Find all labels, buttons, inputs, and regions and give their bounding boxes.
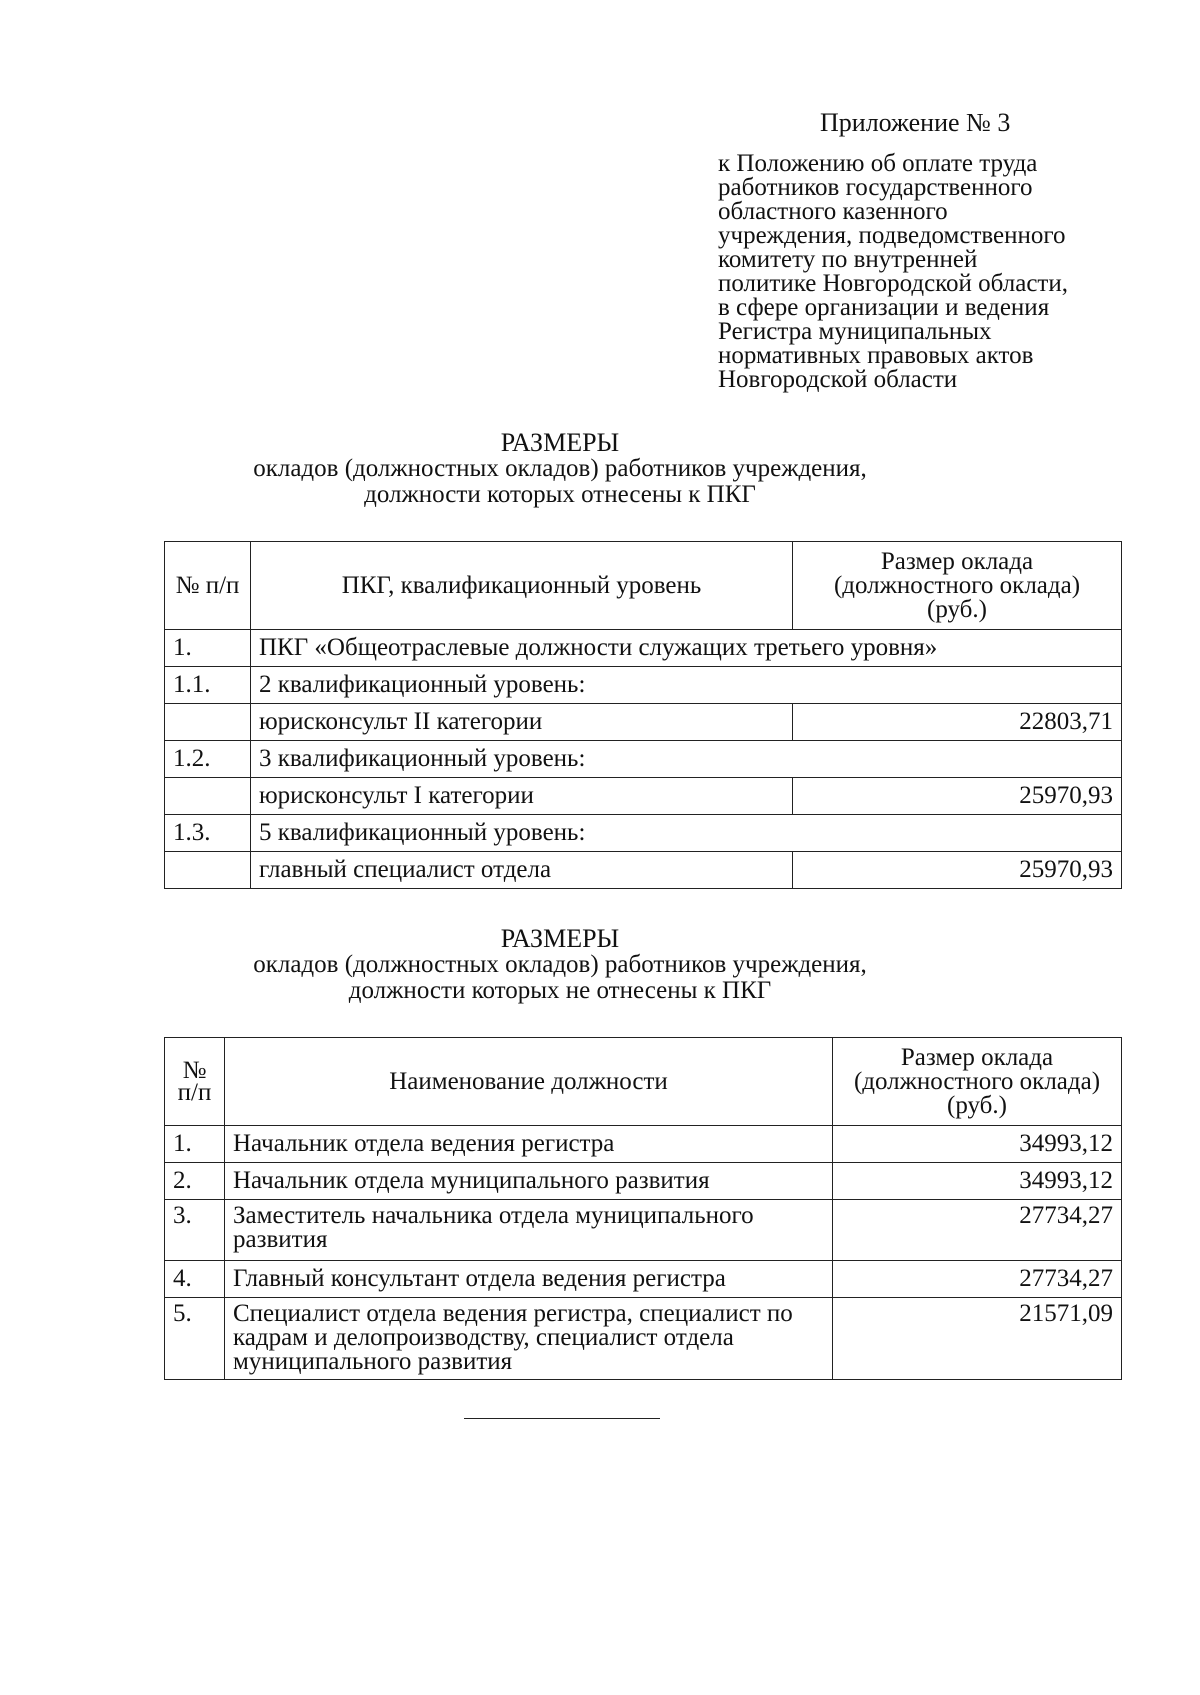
annex-line: в сфере организации и ведения [718,294,1050,321]
row-num: 1. [165,1126,225,1163]
row-position: юрисконсульт II категории [251,704,793,741]
table-row [165,1298,1122,1380]
row-salary: 21571,09 [833,1298,1122,1380]
table-row [165,1200,1122,1261]
annex-line: учреждения, подведомственного [718,222,1066,249]
row-salary: 34993,12 [833,1163,1122,1200]
row-group-name: ПКГ «Общеотраслевые должности служащих третьего уровня» [251,630,1122,667]
closing-rule [464,1418,660,1419]
table-header-row [165,1038,1122,1126]
row-num-empty [165,852,251,889]
annex-line: комитету по внутренней [718,246,978,273]
table-row [165,630,1122,667]
row-num: 1. [165,630,251,667]
annex-line: политике Новгородской области, [718,270,1068,297]
row-position: Заместитель начальника отдела муниципального развития [225,1200,833,1261]
table-row [165,1261,1122,1298]
row-salary: 27734,27 [833,1200,1122,1261]
row-num: 2. [165,1163,225,1200]
row-num: 5. [165,1298,225,1380]
row-salary: 25970,93 [793,852,1122,889]
row-position: Специалист отдела ведения регистра, специалист по кадрам и делопроизводству, специалист отдела муниципального развития [225,1298,833,1380]
table-row [165,815,1122,852]
annex-line: Новгородской области [718,366,958,393]
annex-line: Регистра муниципальных [718,318,992,345]
row-num: 3. [165,1200,225,1261]
table-header-row [165,542,1122,630]
header-pkg: ПКГ, квалификационный уровень [251,542,793,630]
header-salary: Размер оклада (должностного оклада) (руб.) [833,1038,1122,1126]
pkg-salary-table [164,541,1122,889]
annex-description [718,152,1138,392]
row-position: Начальник отдела муниципального развития [225,1163,833,1200]
table-row [165,1126,1122,1163]
row-level: 3 квалификационный уровень: [251,741,1122,778]
annex-line: к Положению об оплате труда [718,150,1038,177]
section2-subtitle-line1: окладов (должностных окладов) работников учреждения, [253,951,867,978]
row-num: 4. [165,1261,225,1298]
row-position: Начальник отдела ведения регистра [225,1126,833,1163]
row-salary: 27734,27 [833,1261,1122,1298]
header-salary: Размер оклада (должностного оклада) (руб.) [793,542,1122,630]
section1-subtitle-line2: должности которых отнесены к ПКГ [364,481,756,508]
header-position-name: Наименование должности [225,1038,833,1126]
row-salary: 34993,12 [833,1126,1122,1163]
row-level: 5 квалификационный уровень: [251,815,1122,852]
row-num-empty [165,778,251,815]
section2-subtitle-line2: должности которых не отнесены к ПКГ [348,977,772,1004]
row-position: юрисконсульт I категории [251,778,793,815]
annex-title: Приложение № 3 [820,108,1011,137]
row-num: 1.2. [165,741,251,778]
row-salary: 25970,93 [793,778,1122,815]
section1-heading [150,430,970,508]
table-row [165,667,1122,704]
row-position: главный специалист отдела [251,852,793,889]
row-position: Главный консультант отдела ведения регистра [225,1261,833,1298]
row-salary: 22803,71 [793,704,1122,741]
row-num-empty [165,704,251,741]
non-pkg-salary-table [164,1037,1122,1380]
section1-subtitle-line1: окладов (должностных окладов) работников учреждения, [253,455,867,482]
table-row [165,741,1122,778]
section1-title: РАЗМЕРЫ [500,428,620,457]
annex-line: областного казенного [718,198,948,225]
table-row [165,852,1122,889]
header-num: № п/п [165,542,251,630]
annex-line: нормативных правовых актов [718,342,1034,369]
header-num: № п/п [165,1038,225,1126]
section2-heading [150,926,970,1004]
section2-title: РАЗМЕРЫ [500,924,620,953]
annex-line: работников государственного [718,174,1033,201]
row-level: 2 квалификационный уровень: [251,667,1122,704]
row-num: 1.3. [165,815,251,852]
table-row [165,704,1122,741]
table-row [165,778,1122,815]
table-row [165,1163,1122,1200]
row-num: 1.1. [165,667,251,704]
